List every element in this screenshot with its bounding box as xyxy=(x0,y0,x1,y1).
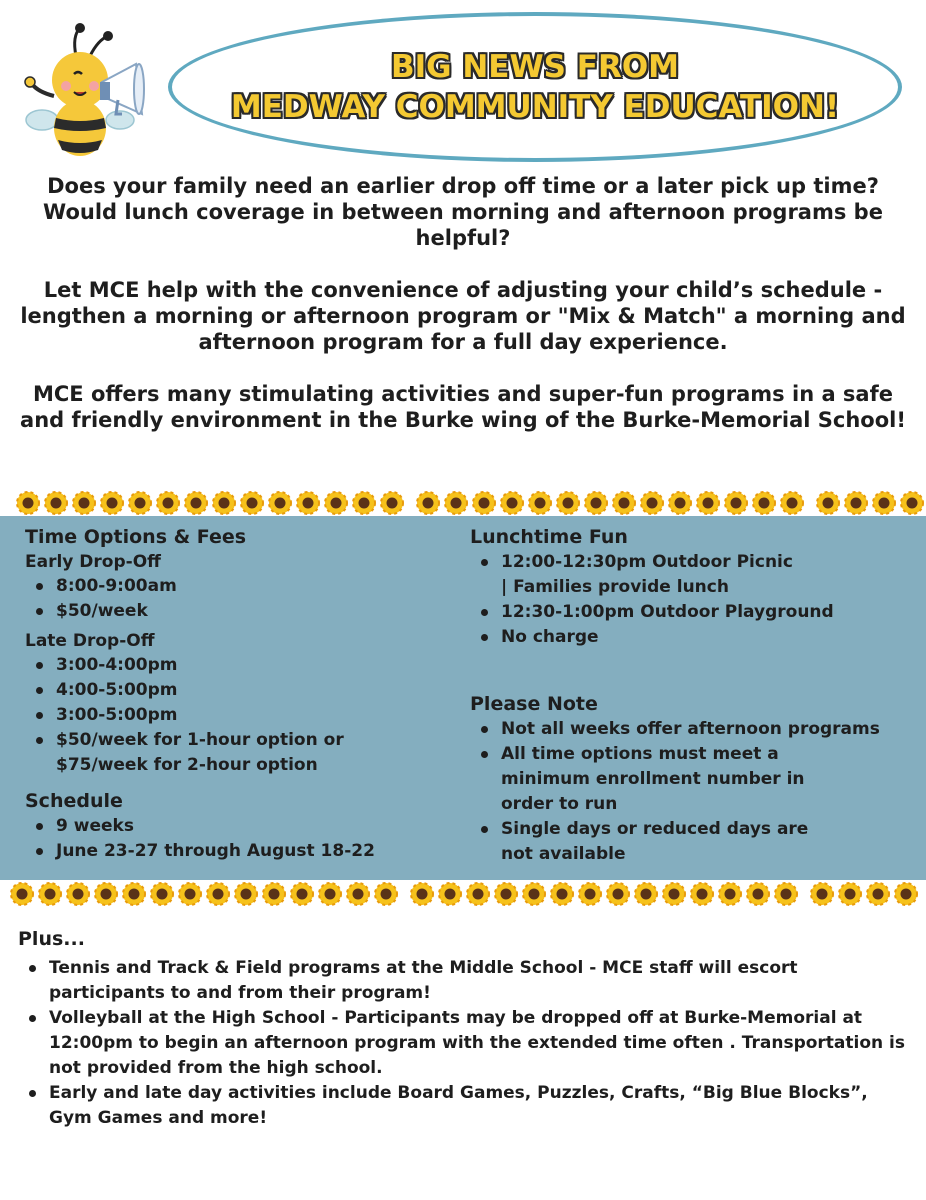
right-column xyxy=(470,524,910,867)
plus-heading: Plus... xyxy=(18,928,85,950)
lunchtime-list xyxy=(470,550,910,650)
late-dropoff-list xyxy=(25,653,445,778)
left-column xyxy=(25,524,445,864)
title-line-2: MEDWAY COMMUNITY EDUCATION! xyxy=(230,89,840,125)
title-line-1: BIG NEWS FROM xyxy=(390,49,680,85)
lunchtime-heading: Lunchtime Fun xyxy=(470,526,628,548)
sunflower-border-bottom xyxy=(0,880,926,908)
bee-megaphone-illustration xyxy=(18,22,158,162)
list-item: 3:00-4:00pm xyxy=(56,653,445,678)
title-oval xyxy=(168,12,902,162)
list-item: $50/week xyxy=(56,599,445,624)
intro-paragraph-3: MCE offers many stimulating activities and super-fun programs in a safe and friendly environment in the Burke wing of the Burke-Memorial School! xyxy=(20,382,906,432)
list-item: 3:00-5:00pm xyxy=(56,703,445,728)
list-item: 12:30-1:00pm Outdoor Playground xyxy=(501,600,910,625)
schedule-list xyxy=(25,814,445,864)
schedule-heading: Schedule xyxy=(25,790,123,812)
list-item: Early and late day activities include Board Games, Puzzles, Crafts, “Big Blue Blocks”, Gym Games and more! xyxy=(49,1081,908,1131)
intro-text xyxy=(20,173,906,459)
list-item: No charge xyxy=(501,625,910,650)
header xyxy=(0,0,926,170)
intro-paragraph-1: Does your family need an earlier drop off time or a later pick up time? Would lunch coverage in between morning and afternoon programs be helpful? xyxy=(43,174,883,250)
list-item: 8:00-9:00am xyxy=(56,574,445,599)
time-options-heading: Time Options & Fees xyxy=(25,526,247,548)
late-dropoff-label: Late Drop-Off xyxy=(25,631,155,651)
list-item: $50/week for 1-hour option or $75/week for 2-hour option xyxy=(56,728,356,778)
intro-paragraph-2: Let MCE help with the convenience of adjusting your child’s schedule - lengthen a morning or afternoon program or "Mix & Match" a morning and afternoon program for a full day experience. xyxy=(20,278,906,354)
please-note-heading: Please Note xyxy=(470,693,598,715)
list-item: Single days or reduced days are not available xyxy=(501,817,831,867)
early-dropoff-label: Early Drop-Off xyxy=(25,552,161,572)
info-panel xyxy=(0,516,926,880)
sunflower-border-top xyxy=(0,489,926,517)
please-note-list xyxy=(470,717,910,867)
early-dropoff-list xyxy=(25,574,445,624)
list-item: All time options must meet a minimum enrollment number in order to run xyxy=(501,742,861,817)
list-item: Not all weeks offer afternoon programs xyxy=(501,717,910,742)
list-item: 9 weeks xyxy=(56,814,445,839)
plus-section xyxy=(18,926,908,1131)
list-item: June 23-27 through August 18-22 xyxy=(56,839,445,864)
list-item: Volleyball at the High School - Participants may be dropped off at Burke-Memorial at 12:00pm to begin an afternoon program with the extended time often . Transportation is not provided from the high school. xyxy=(49,1006,908,1081)
plus-list xyxy=(18,956,908,1131)
list-item: Tennis and Track & Field programs at the Middle School - MCE staff will escort participants to and from their program! xyxy=(49,956,908,1006)
list-item: 12:00-12:30pm Outdoor Picnic | Families provide lunch xyxy=(501,550,801,600)
list-item: 4:00-5:00pm xyxy=(56,678,445,703)
